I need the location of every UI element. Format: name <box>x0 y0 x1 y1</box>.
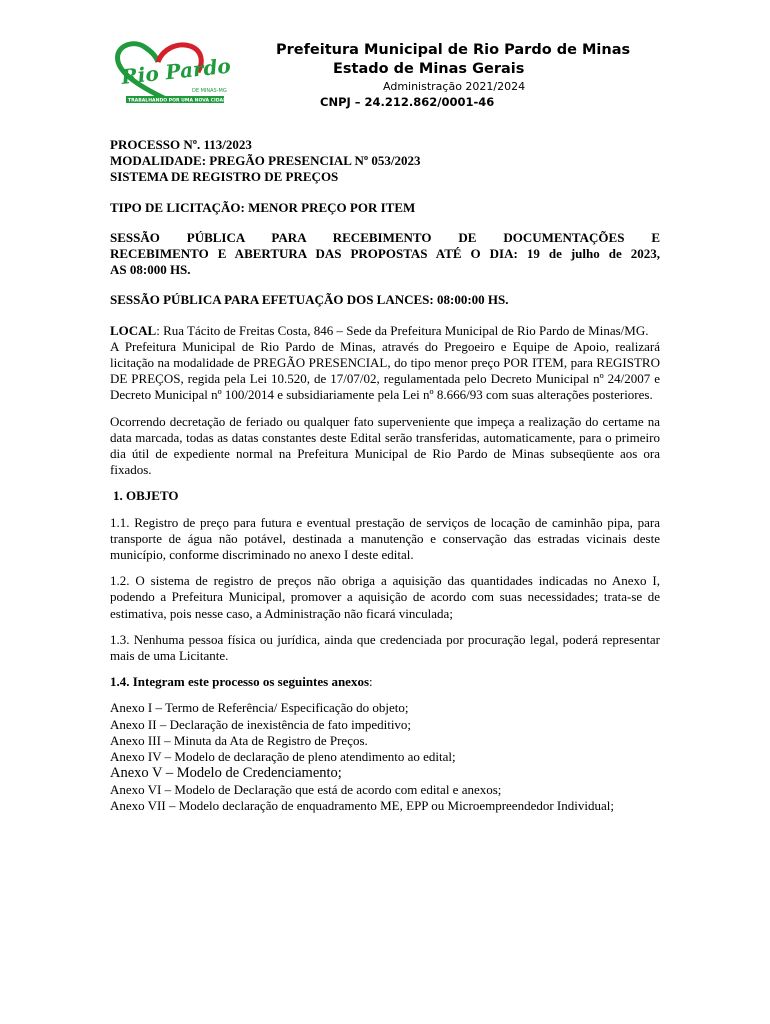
local-text: : Rua Tácito de Freitas Costa, 846 – Sede da Prefeitura Municipal de Rio Pardo de Minas/MG. <box>156 322 649 338</box>
session-docs-line2: RECEBIMENTO E ABERTURA DAS PROPOSTAS ATÉ O DIA: 19 de julho de 2023, <box>110 246 660 262</box>
bid-type: TIPO DE LICITAÇÃO: MENOR PREÇO POR ITEM <box>110 199 416 215</box>
annex-item: Anexo III – Minuta da Ata de Registro de Preços. <box>110 732 368 748</box>
annex-item: Anexo V – Modelo de Credenciamento; <box>110 765 342 782</box>
session-docs-line3: AS 08:000 HS. <box>110 262 191 278</box>
logo-banner: TRABALHANDO POR UMA NOVA CIDADE <box>128 98 231 104</box>
clause-1-2: 1.2. O sistema de registro de preços não obriga a aquisição das quantidades indicadas no Anexo I, podendo a Prefeitura Municipal, promover a aquisição de acordo com suas necessidades; trata-se de estimativa, pois nesse caso, a Administração não ficará vinculada; <box>110 573 660 621</box>
annex-item: Anexo I – Termo de Referência/ Especificação do objeto; <box>110 700 409 716</box>
annex-item: Anexo VII – Modelo declaração de enquadramento ME, EPP ou Microempreendedor Individual; <box>110 797 614 813</box>
municipality-title: Prefeitura Municipal de Rio Pardo de Minas <box>276 42 631 58</box>
clause-1-4-colon: : <box>369 674 373 690</box>
municipal-logo <box>106 40 234 106</box>
clause-1-4 <box>110 674 660 690</box>
process-modality: MODALIDADE: PREGÃO PRESENCIAL Nº 053/2023 <box>110 153 421 169</box>
annex-item: Anexo IV – Modelo de declaração de pleno atendimento ao edital; <box>110 749 456 765</box>
local-paragraph <box>110 323 660 339</box>
document-body <box>110 137 660 814</box>
intro-paragraph: A Prefeitura Municipal de Rio Pardo de Minas, através do Pregoeiro e Equipe de Apoio, realizará licitação na modalidade de PREGÃO PRESENCIAL, do tipo menor preço POR ITEM, para REGISTRO DE PREÇOS, regida pela Lei 10.520, de 17/07/02, regulamentada pelo Decreto Municipal nº 24/2007 e Decreto Municipal nº 100/2014 e subsidiariamente pela Lei nº 8.666/93 com suas alterações posteriores. <box>110 338 660 403</box>
clause-1-1: 1.1. Registro de preço para futura e eventual prestação de serviços de locação de caminhão pipa, para transporte de água não potável, destinada a manutenção e conservação das estradas vicinais deste município, conforme discriminado no anexo I deste edital. <box>110 514 660 563</box>
session-bids: SESSÃO PÚBLICA PARA EFETUAÇÃO DOS LANCES: 08:00:00 HS. <box>110 292 509 308</box>
process-system: SISTEMA DE REGISTRO DE PREÇOS <box>110 169 339 185</box>
local-label: LOCAL <box>110 322 157 338</box>
session-docs-line1: SESSÃO PÚBLICA PARA RECEBIMENTO DE DOCUMENTAÇÕES E <box>110 229 660 245</box>
clause-1-4-label: 1.4. Integram este processo os seguintes anexos <box>110 674 370 690</box>
logo-text: Rio Pardo <box>120 53 232 89</box>
holiday-paragraph: Ocorrendo decretação de feriado ou qualquer fato superveniente que impeça a realização do certame na data marcada, todas as datas constantes deste Edital serão transferidas, automaticamente, para o primeiro dia útil de expediente normal na Prefeitura Municipal de Rio Pardo de Minas subseqüente aos ora fixados. <box>110 413 660 478</box>
logo-subtext: DE MINAS-MG <box>192 88 227 94</box>
section-heading-objeto: 1. OBJETO <box>113 488 179 504</box>
annex-item: Anexo VI – Modelo de Declaração que está de acordo com edital e anexos; <box>110 781 502 797</box>
state-name: Estado de Minas Gerais <box>333 61 525 77</box>
cnpj: CNPJ – 24.212.862/0001-46 <box>320 95 495 109</box>
process-number: PROCESSO Nº. 113/2023 <box>110 137 252 152</box>
administration-period: Administração 2021/2024 <box>383 80 526 93</box>
annex-item: Anexo II – Declaração de inexistência de fato impeditivo; <box>110 716 412 732</box>
clause-1-3: 1.3. Nenhuma pessoa física ou jurídica, ainda que credenciada por procuração legal, poderá representar mais de uma Licitante. <box>110 631 660 664</box>
